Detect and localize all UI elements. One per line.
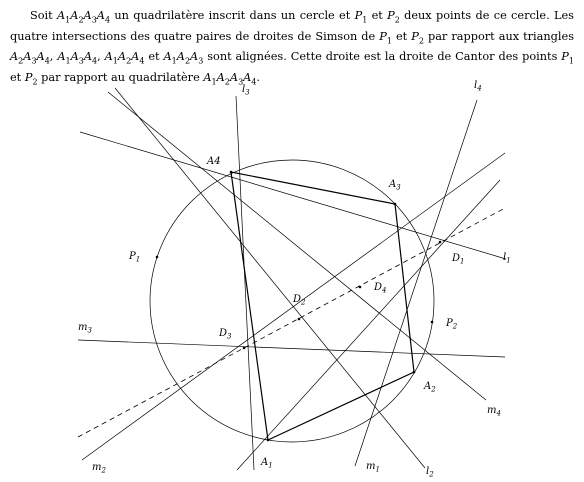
label-l2: $l_2$ (426, 466, 434, 479)
label-m3: $m_3$ (78, 322, 92, 335)
quadrilateral (231, 172, 414, 440)
label-l1: $l_1$ (503, 252, 511, 265)
label-d4: $D_4$ (374, 282, 387, 295)
label-a3: $A_3$ (389, 179, 401, 192)
label-d2: $D_2$ (293, 294, 306, 307)
paragraph-text: Soit $A_1A_2A_3A_4$ un quadrilatère inscrit dans un cercle et $P_1$ et $P_2$ deux points de ce cercle. Les quatre intersections des quatre paires de droites de Simson de $P_1$ et $P_2$ par rapport aux triangles $A_2A_3A_4$, $A_1A_3A_4$, $A_1A_2A_4$ et $A_1A_2A_3$ sont alignées. Cette droite est la droite de Cantor des points $P_1$ et $P_2$ par rapport au quadrilatère $A_1A_2A_3A_4$. (10, 9, 575, 87)
point-d4 (359, 286, 362, 289)
label-l4: $l_4$ (474, 80, 482, 93)
point-p2 (431, 321, 434, 324)
label-m4: $m_4$ (487, 405, 501, 418)
point-a3 (394, 203, 397, 206)
point-p1 (156, 256, 159, 259)
point-a2 (413, 371, 416, 374)
line-l2 (115, 88, 425, 468)
point-a4 (230, 171, 233, 174)
line-l3 (236, 96, 254, 470)
label-a1: $A_1$ (261, 457, 273, 470)
label-d1: $D_1$ (452, 253, 465, 266)
point-d1 (439, 241, 442, 244)
label-m1: $m_1$ (366, 461, 380, 474)
point-d3 (243, 347, 246, 350)
line-m4 (108, 92, 486, 400)
label-p1: $P_1$ (129, 251, 141, 264)
line-m3 (78, 340, 505, 357)
line-l1 (80, 132, 506, 259)
label-d3: $D_3$ (219, 328, 232, 341)
label-l3: $l_3$ (242, 84, 250, 97)
circumcircle (150, 160, 434, 442)
line-m2 (82, 153, 505, 460)
label-p2: $P_2$ (446, 318, 458, 331)
point-d2 (298, 318, 301, 321)
label-a4: A4 (207, 156, 221, 167)
point-a1 (267, 439, 270, 442)
label-m2: $m_2$ (92, 462, 106, 475)
label-a2: $A_2$ (424, 381, 436, 394)
